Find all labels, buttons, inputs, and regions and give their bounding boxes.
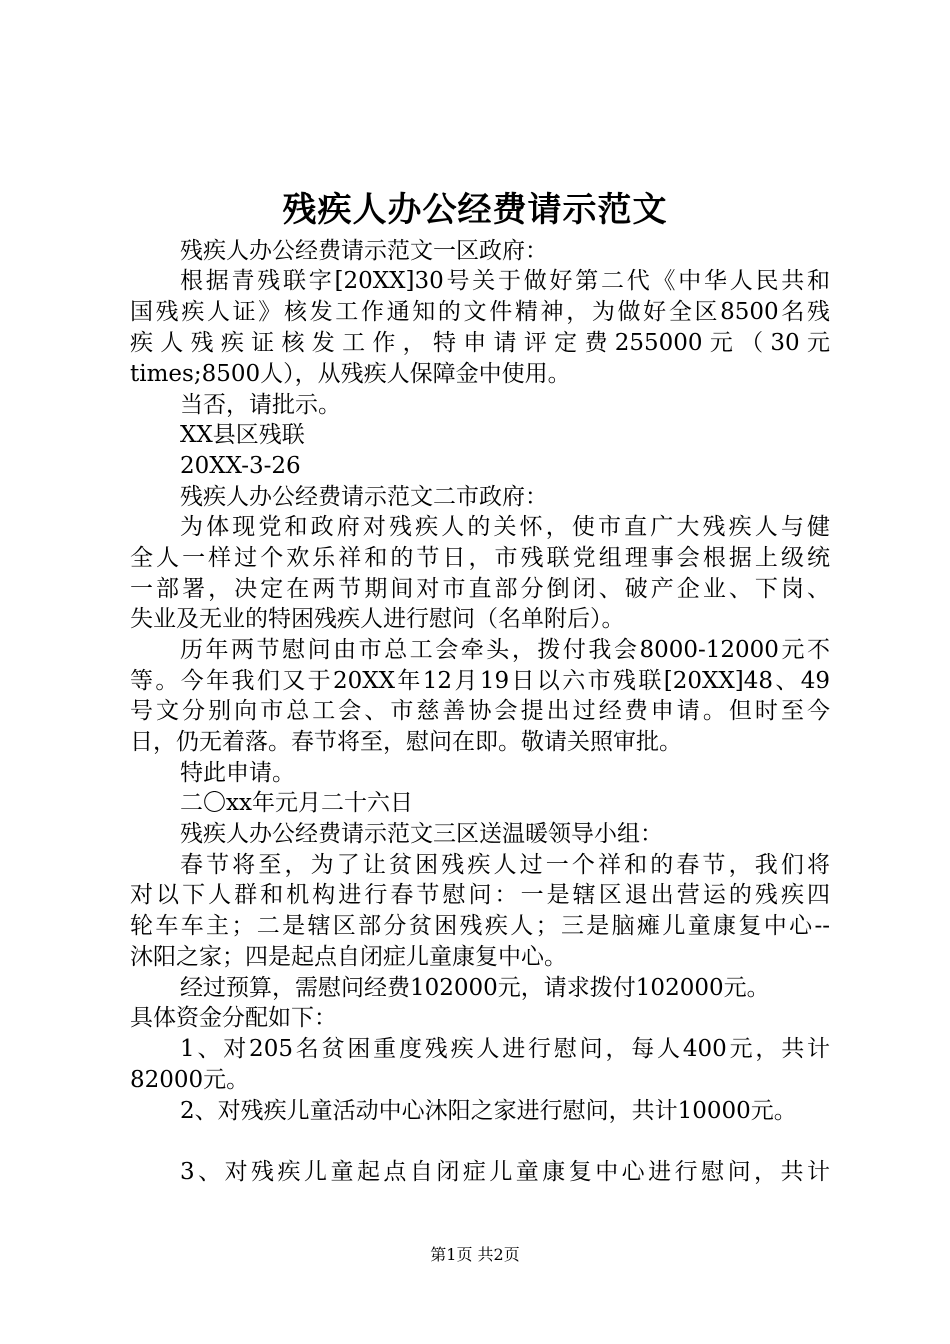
text-line: 国残疾人证》核发工作通知的文件精神，为做好全区8500名残	[130, 299, 830, 325]
text-line: 号文分别向市总工会、市慈善协会提出过经费申请。但时至今	[130, 698, 830, 724]
text-line: 20XX-3-26	[180, 453, 301, 479]
text-line: 残疾人办公经费请示范文二市政府：	[180, 484, 548, 510]
text-line: 二〇xx年元月二十六日	[180, 790, 413, 816]
text-line: 全人一样过个欢乐祥和的节日，市残联党组理事会根据上级统	[130, 545, 830, 571]
text-line: 3、对残疾儿童起点自闭症儿童康复中心进行慰问，共计	[180, 1159, 830, 1185]
text-line: 沐阳之家；四是起点自闭症儿童康复中心。	[130, 944, 567, 970]
page-footer: 第1页 共2页	[430, 1245, 520, 1264]
text-line: times;8500人），从残疾人保障金中使用。	[130, 361, 571, 387]
text-line: 历年两节慰问由市总工会牵头，拨付我会8000-12000元不	[180, 637, 830, 663]
text-line: 1、对205名贫困重度残疾人进行慰问，每人400元，共计	[180, 1036, 830, 1062]
text-line: 为体现党和政府对残疾人的关怀，使市直广大残疾人与健	[180, 514, 830, 540]
document-title: 残疾人办公经费请示范文	[282, 190, 668, 230]
text-line: 疾人残疾证核发工作，特申请评定费255000元（30元	[130, 330, 830, 356]
text-line: 特此申请。	[180, 760, 295, 786]
text-line: 春节将至，为了让贫困残疾人过一个祥和的春节，我们将	[180, 852, 830, 878]
text-line: 日，仍无着落。春节将至，慰问在即。敬请关照审批。	[130, 729, 682, 755]
text-line: 对以下人群和机构进行春节慰问：一是辖区退出营运的残疾四	[130, 882, 830, 908]
text-line: 轮车车主；二是辖区部分贫困残疾人；三是脑瘫儿童康复中心--	[130, 913, 830, 939]
text-line: XX县区残联	[180, 422, 305, 448]
text-line: 残疾人办公经费请示范文三区送温暖领导小组：	[180, 821, 663, 847]
text-line: 等。今年我们又于20XX年12月19日以六市残联[20XX]48、49	[130, 668, 830, 694]
text-line: 一部署，决定在两节期间对市直部分倒闭、破产企业、下岗、	[130, 576, 830, 602]
text-line: 82000元。	[130, 1067, 250, 1093]
text-line: 具体资金分配如下：	[130, 1005, 337, 1031]
text-line: 根据青残联字[20XX]30号关于做好第二代《中华人民共和	[180, 268, 830, 294]
text-line: 经过预算，需慰问经费102000元，请求拨付102000元。	[180, 975, 770, 1001]
text-line: 2、对残疾儿童活动中心沐阳之家进行慰问，共计10000元。	[180, 1098, 797, 1124]
text-line: 当否，请批示。	[180, 392, 341, 418]
text-line: 残疾人办公经费请示范文一区政府：	[180, 238, 548, 264]
text-line: 失业及无业的特困残疾人进行慰问（名单附后）。	[130, 606, 625, 632]
